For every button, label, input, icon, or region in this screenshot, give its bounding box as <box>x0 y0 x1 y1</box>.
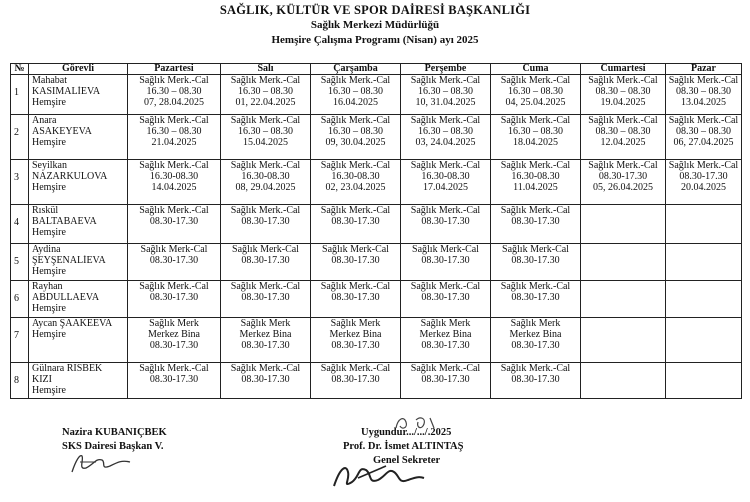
shift-line: 08.30-17.30 <box>241 255 290 266</box>
shift-cell <box>491 160 581 205</box>
shift-cell <box>666 205 742 244</box>
shift-line: 08.30-17.30 <box>331 255 380 266</box>
shift-cell <box>401 75 491 115</box>
employee-line: ABDULLAEVA <box>32 292 100 303</box>
shift-cell <box>128 244 221 281</box>
shift-line: 07, 28.04.2025 <box>144 97 204 108</box>
shift-line: Sağlık Merk.-Cal <box>139 115 209 126</box>
shift-line: 08.30-17.30 <box>511 374 560 385</box>
shift-line: Sağlık Merk.-Cal <box>320 115 391 126</box>
shift-cell <box>401 244 491 281</box>
shift-cell <box>581 75 666 115</box>
shift-line: 08.30 – 08.30 <box>595 86 651 97</box>
shift-line: 10, 31.04.2025 <box>415 97 476 108</box>
shift-line: 08.30-17.30 <box>241 216 290 227</box>
shift-cell <box>311 205 401 244</box>
employee-line: Rayhan <box>32 281 63 292</box>
shift-line: Sağlık Merk-Cal <box>412 244 479 255</box>
table-row <box>11 205 742 244</box>
shift-line: 16.30-08.30 <box>241 171 290 182</box>
shift-line: Sağlık Merk.-Cal <box>139 205 209 216</box>
shift-line: 14.04.2025 <box>151 182 197 193</box>
column-header: Çarşamba <box>311 64 401 75</box>
shift-cell <box>666 281 742 318</box>
shift-cell <box>128 160 221 205</box>
shift-line: 08.30-17.30 <box>511 340 560 351</box>
shift-cell <box>581 281 666 318</box>
shift-line: 16.30 – 08.30 <box>328 86 383 97</box>
shift-cell <box>491 205 581 244</box>
shift-line: 16.30 – 08.30 <box>146 126 202 137</box>
shift-line: 16.30 – 08.30 <box>238 126 293 137</box>
column-header: Perşembe <box>401 64 491 75</box>
shift-cell <box>666 318 742 363</box>
shift-cell <box>491 281 581 318</box>
shift-cell <box>311 115 401 160</box>
shift-cell <box>128 281 221 318</box>
employee-line: Aycan ŞAAKEEVA <box>32 318 113 329</box>
shift-cell <box>221 160 311 205</box>
table-row <box>11 281 742 318</box>
employee-cell <box>29 75 128 115</box>
document-header <box>0 3 750 48</box>
shift-line: 08.30 – 08.30 <box>595 126 651 137</box>
shift-line: 18.04.2025 <box>513 137 558 148</box>
employee-line: Hemşire <box>32 227 66 238</box>
shift-cell <box>311 318 401 363</box>
employee-line: Hemşire <box>32 182 66 193</box>
employee-line: ŞEYŞENALİEVA <box>32 255 106 266</box>
shift-line: 08.30-17.30 <box>149 292 199 303</box>
row-number: 2 <box>11 115 29 160</box>
schedule-table <box>10 63 742 399</box>
shift-line: 08.30-17.30 <box>331 216 380 227</box>
shift-line: 08.30-17.30 <box>241 340 290 351</box>
institution-title: SAĞLIK, KÜLTÜR VE SPOR DAİRESİ BAŞKANLIĞI <box>219 3 531 17</box>
shift-line: 08.30-17.30 <box>149 255 199 266</box>
shift-line: Sağlık Merk.-Cal <box>668 160 739 171</box>
employee-cell <box>29 281 128 318</box>
shift-line: 21.04.2025 <box>151 137 197 148</box>
shift-cell <box>401 160 491 205</box>
shift-line: Sağlık Merk <box>510 318 561 329</box>
employee-line: Hemşire <box>32 303 66 314</box>
row-number: 4 <box>11 205 29 244</box>
shift-line: Sağlık Merk.-Cal <box>139 75 209 86</box>
column-header: Salı <box>221 64 311 75</box>
employee-line: Hemşire <box>32 385 66 396</box>
shift-cell <box>581 115 666 160</box>
column-header: Cuma <box>491 64 581 75</box>
shift-line: Sağlık Merk-Cal <box>140 244 208 255</box>
shift-line: Sağlık Merk.-Cal <box>230 205 301 216</box>
table-row <box>11 115 742 160</box>
row-number: 8 <box>11 363 29 399</box>
shift-line: Sağlık Merk.-Cal <box>139 160 209 171</box>
shift-cell <box>401 363 491 399</box>
shift-line: Sağlık Merk-Cal <box>232 244 299 255</box>
shift-line: 16.30 – 08.30 <box>146 86 202 97</box>
shift-line: Sağlık Merk.-Cal <box>410 205 481 216</box>
table-row <box>11 363 742 399</box>
shift-line: 08.30 – 08.30 <box>676 86 731 97</box>
table-header <box>11 64 742 75</box>
shift-line: Merkez Bina <box>148 329 200 340</box>
shift-line: Sağlık Merk.-Cal <box>500 75 571 86</box>
shift-line: 20.04.2025 <box>681 182 726 193</box>
shift-line: 08.30-17.30 <box>241 292 290 303</box>
shift-line: Sağlık Merk.-Cal <box>668 115 739 126</box>
shift-cell <box>311 281 401 318</box>
shift-line: Sağlık Merk.-Cal <box>500 363 571 374</box>
shift-line: Sağlık Merk.-Cal <box>139 281 209 292</box>
shift-cell <box>401 281 491 318</box>
employee-line: Rıskül <box>32 205 59 216</box>
shift-line: 16.30-08.30 <box>511 171 560 182</box>
row-number: 7 <box>11 318 29 363</box>
shift-line: 08.30-17.30 <box>421 255 470 266</box>
shift-line: 16.30-08.30 <box>421 171 470 182</box>
employee-line: BALTABAEVA <box>32 216 97 227</box>
employee-line: Gülnara RISBEK <box>32 363 103 374</box>
shift-line: Sağlık Merk.-Cal <box>139 363 209 374</box>
column-header: Görevli <box>29 64 128 75</box>
employee-cell <box>29 115 128 160</box>
approval-year: 2025 <box>430 427 452 438</box>
handwritten-signature-left <box>66 450 136 476</box>
shift-line: Sağlık Merk.-Cal <box>588 160 658 171</box>
shift-line: 05, 26.04.2025 <box>593 182 653 193</box>
column-header: № <box>11 64 29 75</box>
shift-cell <box>221 75 311 115</box>
shift-cell <box>491 363 581 399</box>
shift-line: Sağlık Merk.-Cal <box>500 115 571 126</box>
shift-line: Sağlık Merk.-Cal <box>230 160 301 171</box>
right-signatory-name: Prof. Dr. İsmet ALTINTAŞ <box>343 441 464 452</box>
shift-cell <box>128 115 221 160</box>
shift-line: 08.30-17.30 <box>331 292 380 303</box>
shift-line: 16.30-08.30 <box>149 171 199 182</box>
table-body <box>11 75 742 399</box>
shift-line: 02, 23.04.2025 <box>325 182 386 193</box>
shift-line: 08.30-17.30 <box>241 374 290 385</box>
employee-cell <box>29 244 128 281</box>
shift-line: Sağlık Merk.-Cal <box>320 363 391 374</box>
shift-line: 16.30 – 08.30 <box>508 126 563 137</box>
handwritten-date-mark <box>390 412 440 434</box>
shift-line: 09, 30.04.2025 <box>325 137 386 148</box>
approval-date-blank: .../.../. <box>406 427 431 438</box>
row-number: 3 <box>11 160 29 205</box>
shift-line: Sağlık Merk <box>330 318 381 329</box>
shift-line: 01, 22.04.2025 <box>235 97 296 108</box>
shift-line: Merkez Bina <box>239 329 292 340</box>
shift-line: 08.30-17.30 <box>149 216 199 227</box>
shift-line: Sağlık Merk <box>149 318 199 329</box>
shift-line: 16.30-08.30 <box>331 171 380 182</box>
shift-cell <box>221 281 311 318</box>
shift-cell <box>491 75 581 115</box>
shift-line: Sağlık Merk.-Cal <box>410 363 481 374</box>
shift-line: 19.04.2025 <box>600 97 646 108</box>
shift-line: Sağlık Merk.-Cal <box>668 75 739 86</box>
shift-cell <box>311 363 401 399</box>
shift-cell <box>311 75 401 115</box>
employee-cell <box>29 363 128 399</box>
employee-line: Hemşire <box>32 137 66 148</box>
shift-cell <box>491 318 581 363</box>
shift-cell <box>128 205 221 244</box>
shift-line: Merkez Bina <box>419 329 472 340</box>
employee-line: Seyilkan <box>32 160 67 171</box>
shift-line: 13.04.2025 <box>681 97 726 108</box>
shift-cell <box>401 205 491 244</box>
shift-line: 08.30-17.30 <box>331 340 380 351</box>
table-row <box>11 318 742 363</box>
shift-cell <box>581 160 666 205</box>
column-header: Pazartesi <box>128 64 221 75</box>
shift-line: 12.04.2025 <box>600 137 646 148</box>
row-number: 6 <box>11 281 29 318</box>
shift-line: 16.30 – 08.30 <box>508 86 563 97</box>
shift-cell <box>401 318 491 363</box>
shift-line: Sağlık Merk <box>420 318 471 329</box>
shift-line: Sağlık Merk.-Cal <box>320 281 391 292</box>
shift-line: Sağlık Merk-Cal <box>322 244 389 255</box>
shift-line: 11.04.2025 <box>513 182 558 193</box>
shift-line: 08.30 – 08.30 <box>676 126 731 137</box>
shift-line: Sağlık Merk.-Cal <box>230 115 301 126</box>
table-row <box>11 75 742 115</box>
employee-line: Hemşire <box>32 266 66 277</box>
shift-line: Sağlık Merk.-Cal <box>230 363 301 374</box>
shift-cell <box>581 318 666 363</box>
program-title: Hemşire Çalışma Programı (Nisan) ayı 2025 <box>271 34 479 46</box>
employee-cell <box>29 160 128 205</box>
shift-line: Sağlık Merk.-Cal <box>320 205 391 216</box>
shift-cell <box>666 75 742 115</box>
shift-cell <box>666 115 742 160</box>
shift-line: Sağlık Merk.-Cal <box>410 115 481 126</box>
shift-line: Merkez Bina <box>329 329 382 340</box>
employee-line: Hemşire <box>32 329 66 340</box>
employee-line: ASAKEYEVA <box>32 126 92 137</box>
department-title: Sağlık Merkezi Müdürlüğü <box>310 19 440 31</box>
shift-cell <box>666 160 742 205</box>
shift-line: 08.30-17.30 <box>149 374 199 385</box>
shift-cell <box>128 363 221 399</box>
shift-cell <box>221 244 311 281</box>
shift-line: Sağlık Merk.-Cal <box>320 75 391 86</box>
shift-line: Sağlık Merk.-Cal <box>230 75 301 86</box>
shift-line: Sağlık Merk <box>240 318 291 329</box>
shift-line: 06, 27.04.2025 <box>673 137 734 148</box>
shift-line: 08.30-17.30 <box>511 255 560 266</box>
employee-cell <box>29 318 128 363</box>
employee-line: KIZI <box>32 374 52 385</box>
shift-line: Merkez Bina <box>509 329 562 340</box>
shift-line: 08, 29.04.2025 <box>235 182 296 193</box>
shift-cell <box>401 115 491 160</box>
shift-line: 04, 25.04.2025 <box>505 97 566 108</box>
shift-line: Sağlık Merk.-Cal <box>588 115 658 126</box>
row-number: 1 <box>11 75 29 115</box>
shift-cell <box>128 318 221 363</box>
shift-line: 08.30-17.30 <box>679 171 728 182</box>
employee-line: Aydina <box>32 244 61 255</box>
left-signatory-title: SKS Dairesi Başkan V. <box>62 441 164 452</box>
shift-line: Sağlık Merk.-Cal <box>588 75 658 86</box>
shift-cell <box>581 363 666 399</box>
right-signatory-title: Genel Sekreter <box>373 455 441 466</box>
shift-line: 08.30-17.30 <box>421 216 470 227</box>
shift-line: 15.04.2025 <box>243 137 288 148</box>
handwritten-signature-right <box>328 458 428 494</box>
shift-line: 17.04.2025 <box>423 182 468 193</box>
shift-line: 08.30-17.30 <box>421 340 470 351</box>
shift-cell <box>491 244 581 281</box>
shift-line: 03, 24.04.2025 <box>415 137 476 148</box>
row-number: 5 <box>11 244 29 281</box>
shift-line: 16.30 – 08.30 <box>418 86 473 97</box>
shift-line: 08.30-17.30 <box>421 374 470 385</box>
shift-cell <box>581 244 666 281</box>
shift-line: Sağlık Merk.-Cal <box>410 281 481 292</box>
shift-line: Sağlık Merk.-Cal <box>320 160 391 171</box>
shift-line: 08.30-17.30 <box>331 374 380 385</box>
shift-cell <box>581 205 666 244</box>
left-signatory-name: Nazira KUBANIÇBEK <box>62 427 167 438</box>
shift-line: Sağlık Merk.-Cal <box>500 205 571 216</box>
shift-cell <box>666 363 742 399</box>
shift-cell <box>311 160 401 205</box>
shift-cell <box>221 363 311 399</box>
column-header: Pazar <box>666 64 742 75</box>
shift-line: Sağlık Merk-Cal <box>502 244 569 255</box>
shift-cell <box>311 244 401 281</box>
employee-line: Anara <box>32 115 57 126</box>
shift-line: 16.30 – 08.30 <box>238 86 293 97</box>
employee-line: KASIMALİEVA <box>32 86 101 97</box>
employee-cell <box>29 205 128 244</box>
shift-cell <box>221 318 311 363</box>
shift-line: 08.30-17.30 <box>149 340 199 351</box>
employee-line: NAZARKULOVA <box>32 171 108 182</box>
shift-cell <box>221 115 311 160</box>
shift-line: 08.30-17.30 <box>511 292 560 303</box>
shift-line: Sağlık Merk.-Cal <box>500 160 571 171</box>
approval-label: Uygundur <box>361 427 407 438</box>
employee-line: Hemşire <box>32 97 66 108</box>
column-header: Cumartesi <box>581 64 666 75</box>
shift-line: Sağlık Merk.-Cal <box>410 160 481 171</box>
shift-line: Sağlık Merk.-Cal <box>230 281 301 292</box>
table-row <box>11 244 742 281</box>
shift-line: 08.30-17.30 <box>598 171 648 182</box>
shift-cell <box>491 115 581 160</box>
shift-line: 16.04.2025 <box>333 97 378 108</box>
shift-line: 16.30 – 08.30 <box>328 126 383 137</box>
shift-cell <box>666 244 742 281</box>
shift-cell <box>221 205 311 244</box>
header-row <box>11 64 742 75</box>
shift-cell <box>128 75 221 115</box>
shift-line: Sağlık Merk.-Cal <box>500 281 571 292</box>
table-row <box>11 160 742 205</box>
shift-line: 16.30 – 08.30 <box>418 126 473 137</box>
shift-line: Sağlık Merk.-Cal <box>410 75 481 86</box>
shift-line: 08.30-17.30 <box>511 216 560 227</box>
employee-line: Mahabat <box>32 75 67 86</box>
shift-line: 08.30-17.30 <box>421 292 470 303</box>
